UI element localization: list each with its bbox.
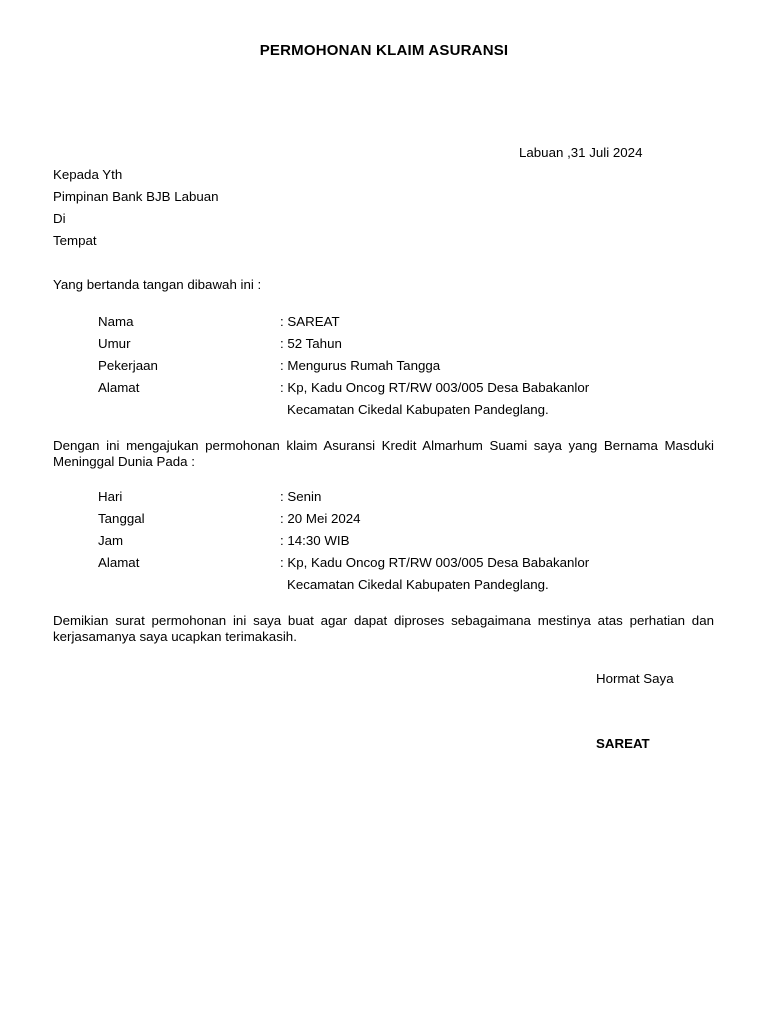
intro-text: Yang bertanda tangan dibawah ini : bbox=[53, 277, 262, 292]
recipient-line-3: Di bbox=[53, 211, 66, 226]
request-paragraph: Dengan ini mengajukan permohonan klaim Asuransi Kredit Almarhum Suami saya yang Bernama Masduki Meninggal Dunia Pada : bbox=[53, 438, 714, 469]
signature-greeting: Hormat Saya bbox=[596, 671, 674, 686]
identity-alamat-label: Alamat bbox=[98, 380, 140, 395]
identity-nama-value: : SAREAT bbox=[280, 314, 340, 329]
event-tanggal-value: : 20 Mei 2024 bbox=[280, 511, 361, 526]
identity-umur-value: : 52 Tahun bbox=[280, 336, 342, 351]
event-alamat-value: : Kp, Kadu Oncog RT/RW 003/005 Desa Babakanlor bbox=[280, 555, 590, 570]
identity-nama-label: Nama bbox=[98, 314, 134, 329]
event-alamat-label: Alamat bbox=[98, 555, 140, 570]
recipient-line-1: Kepada Yth bbox=[53, 167, 123, 182]
recipient-line-2: Pimpinan Bank BJB Labuan bbox=[53, 189, 219, 204]
place-date: Labuan ,31 Juli 2024 bbox=[519, 145, 643, 160]
recipient-line-4: Tempat bbox=[53, 233, 97, 248]
identity-umur-label: Umur bbox=[98, 336, 131, 351]
identity-pekerjaan-value: : Mengurus Rumah Tangga bbox=[280, 358, 441, 373]
closing-paragraph: Demikian surat permohonan ini saya buat agar dapat diproses sebagaimana mestinya atas perhatian dan kerjasamanya saya ucapkan terimakasih. bbox=[53, 613, 714, 644]
document-title: PERMOHONAN KLAIM ASURANSI bbox=[259, 42, 509, 59]
event-jam-value: : 14:30 WIB bbox=[280, 533, 350, 548]
identity-alamat-value-2: Kecamatan Cikedal Kabupaten Pandeglang. bbox=[287, 402, 549, 417]
event-tanggal-label: Tanggal bbox=[98, 511, 145, 526]
identity-pekerjaan-label: Pekerjaan bbox=[98, 358, 158, 373]
event-hari-value: : Senin bbox=[280, 489, 322, 504]
signature-name: SAREAT bbox=[596, 736, 650, 751]
identity-alamat-value: : Kp, Kadu Oncog RT/RW 003/005 Desa Babakanlor bbox=[280, 380, 590, 395]
event-hari-label: Hari bbox=[98, 489, 123, 504]
event-jam-label: Jam bbox=[98, 533, 124, 548]
event-alamat-value-2: Kecamatan Cikedal Kabupaten Pandeglang. bbox=[287, 577, 549, 592]
